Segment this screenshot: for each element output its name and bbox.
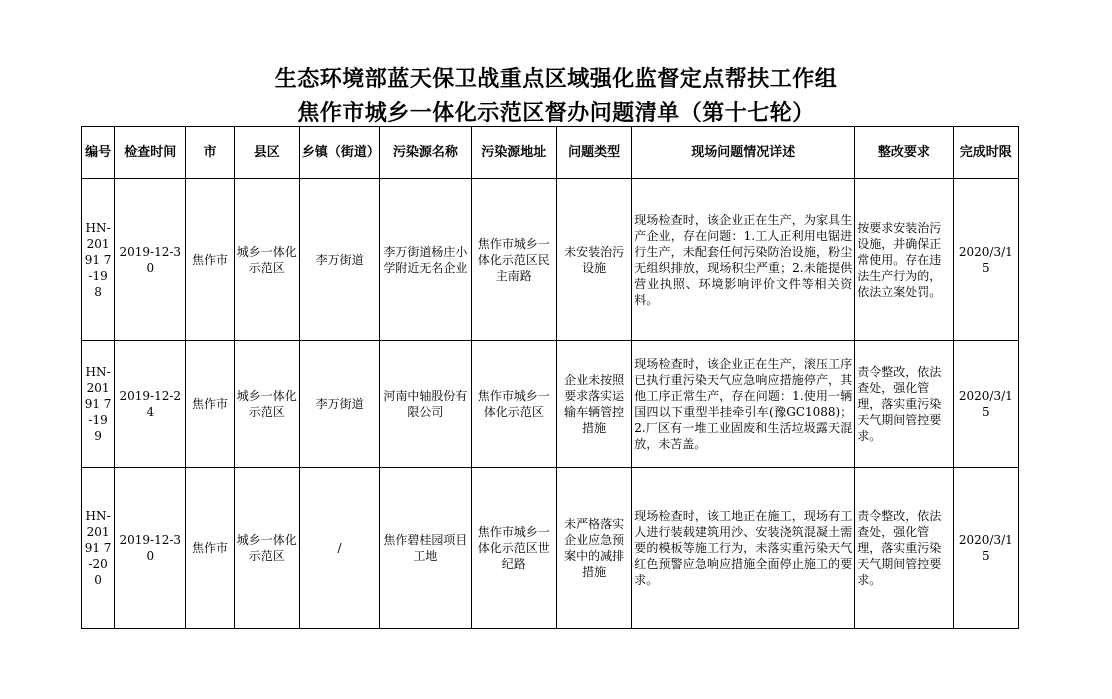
cell-address: 焦作市城乡一体化示范区民主南路 bbox=[471, 179, 556, 341]
cell-id: HN-20191 7-20 0 bbox=[82, 468, 115, 629]
cell-city: 焦作市 bbox=[186, 468, 234, 629]
cell-detail: 现场检查时，该企业正在生产，为家具生产企业，存在问题：1.工人正利用电锯进行生产，未配套任何污染防治设施，粉尘无组织排放，现场积尘严重；2.未能提供营业执照、环境影响评价文件等相关资料。 bbox=[632, 179, 855, 341]
header-address: 污染源地址 bbox=[471, 127, 556, 179]
cell-source-name: 河南中轴股份有限公司 bbox=[380, 341, 471, 468]
header-id: 编号 bbox=[82, 127, 115, 179]
table-header-row bbox=[82, 127, 1019, 179]
page-title: 生态环境部蓝天保卫战重点区域强化监督定点帮扶工作组 bbox=[274, 67, 838, 92]
cell-address: 焦作市城乡一体化示范区 bbox=[471, 341, 556, 468]
cell-address: 焦作市城乡一体化示范区世纪路 bbox=[471, 468, 556, 629]
cell-source-name: 李万街道杨庄小学附近无名企业 bbox=[380, 179, 471, 341]
cell-issue-type: 未严格落实企业应急预案中的减排措施 bbox=[556, 468, 631, 629]
cell-city: 焦作市 bbox=[186, 341, 234, 468]
cell-issue-type: 未安装治污设施 bbox=[556, 179, 631, 341]
cell-requirement: 责令整改，依法查处，强化管理，落实重污染天气期间管控要求。 bbox=[855, 468, 953, 629]
cell-id: HN-20191 7-19 8 bbox=[82, 179, 115, 341]
header-town: 乡镇（街道） bbox=[299, 127, 379, 179]
cell-date: 2019-12-24 bbox=[115, 341, 186, 468]
cell-town: / bbox=[299, 468, 379, 629]
table-row bbox=[82, 341, 1019, 468]
cell-deadline: 2020/3/15 bbox=[953, 468, 1018, 629]
cell-detail: 现场检查时，该企业正在生产，滚压工序已执行重污染天气应急响应措施停产，其他工序正常生产，存在问题：1.使用一辆国四以下重型半挂牵引车(豫GC1088)；2.厂区有一堆工业固废和生活垃圾露天混放，未苫盖。 bbox=[632, 341, 855, 468]
cell-issue-type: 企业未按照要求落实运输车辆管控措施 bbox=[556, 341, 631, 468]
cell-date: 2019-12-30 bbox=[115, 468, 186, 629]
cell-source-name: 焦作碧桂园项目工地 bbox=[380, 468, 471, 629]
cell-requirement: 按要求安装治污设施，并确保正常使用。存在违法生产行为的，依法立案处罚。 bbox=[855, 179, 953, 341]
cell-county: 城乡一体化示范区 bbox=[234, 468, 299, 629]
cell-date: 2019-12-30 bbox=[115, 179, 186, 341]
header-issue-type: 问题类型 bbox=[556, 127, 631, 179]
cell-deadline: 2020/3/15 bbox=[953, 341, 1018, 468]
header-requirement: 整改要求 bbox=[855, 127, 953, 179]
table-row bbox=[82, 179, 1019, 341]
header-city: 市 bbox=[186, 127, 234, 179]
header-date: 检查时间 bbox=[115, 127, 186, 179]
issues-table bbox=[81, 126, 1019, 629]
cell-county: 城乡一体化示范区 bbox=[234, 341, 299, 468]
header-deadline: 完成时限 bbox=[953, 127, 1018, 179]
cell-town: 李万街道 bbox=[299, 341, 379, 468]
cell-city: 焦作市 bbox=[186, 179, 234, 341]
cell-county: 城乡一体化示范区 bbox=[234, 179, 299, 341]
cell-detail: 现场检查时，该工地正在施工，现场有工人进行装载建筑用沙、安装浇筑混凝土需要的模板等施工行为，未落实重污染天气红色预警应急响应措施全面停止施工的要求。 bbox=[632, 468, 855, 629]
cell-requirement: 责令整改，依法查处，强化管理，落实重污染天气期间管控要求。 bbox=[855, 341, 953, 468]
cell-deadline: 2020/3/15 bbox=[953, 179, 1018, 341]
header-source-name: 污染源名称 bbox=[380, 127, 471, 179]
header-detail: 现场问题情况详述 bbox=[632, 127, 855, 179]
table-row bbox=[82, 468, 1019, 629]
page-subtitle: 焦作市城乡一体化示范区督办问题清单（第十七轮） bbox=[297, 101, 815, 126]
header-county: 县区 bbox=[234, 127, 299, 179]
cell-town: 李万街道 bbox=[299, 179, 379, 341]
cell-id: HN-20191 7-19 9 bbox=[82, 341, 115, 468]
